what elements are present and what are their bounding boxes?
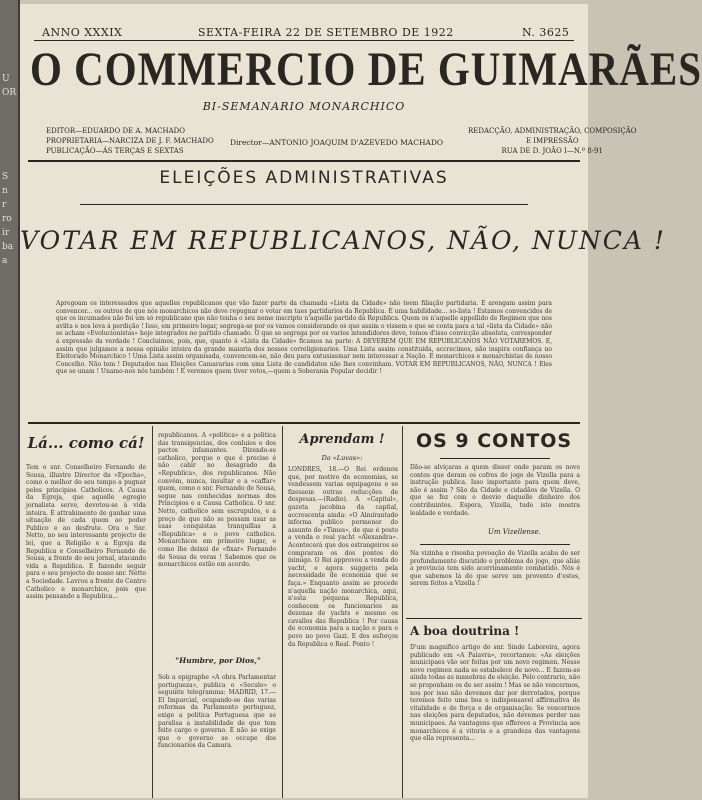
col3-intro: Da «Luvas»:	[321, 454, 363, 462]
col2-body-1: republicanos. A «politica» e a politica das transigencias, dos conluios e dos pactos infamantes. Dizendo-se catholico, porque o que é preciso é não cahir no desagrado da «Republica», dos republicanos. Não convém, nunca, insultar e a «caffar» quem, como o snr. Fernando de Sousa, segue nas conhecidas normas dos Principios e a Causa Catholica. O snr. Netto, catholico sem escrupulos, e a preço de que não se possam usar as suas conquistas tranquillas a «Republica» e o povo catholico. Monarchicos em primeiro lugar, e como lhe deixei de «fixar» Fernando de Sousa de veras ! Sabemos que os monarchicos estão em acordo.	[158, 432, 276, 569]
masthead-rule	[28, 160, 580, 162]
staff-left	[46, 126, 214, 156]
margin-fragment: n	[2, 186, 8, 196]
heading-rule	[80, 204, 528, 205]
margin-fragment: ir	[2, 228, 10, 238]
margin-fragment: OR	[2, 88, 17, 98]
col3-title: Aprendam !	[299, 432, 385, 447]
margin-fragment: r	[2, 200, 7, 210]
publication-line: PUBLICAÇÃO—ÁS TERÇAS E SEXTAS	[46, 147, 184, 155]
margin-fragment: ba	[2, 242, 14, 252]
address-line: RUA DE D. JOÃO I—N.º 8-91	[501, 147, 603, 155]
owner-line: PROPRIETARIA—NARCIZA DE J. F. MACHADO	[46, 137, 214, 145]
col4-signature: Um Vizellense.	[488, 528, 541, 536]
col4-body-1: Dão-se alvíçaras a quem disser onde param os nove contos que deram os cofres do jogo de Vizella para a instrução publica. Isso importante para quem deve, não é assim ? São da Cidade e cidadãos de Vizella. O que se fez com o desvio daquelle dinheiro dos contribuintes. Espera, Vizella, tudo isto mostra lealdade e verdade.	[410, 464, 580, 517]
issue-number: N. 3625	[522, 26, 570, 39]
col4-body-2: Na vizinha e risonha povoação de Vizella acaba de ser profundamente discutido o problema do jogo, que aliás a provincia tem sido acerrimamente combatido. Nós é que sabemos lá do que serve um provento d'estes, serem feitos a Vizella !	[410, 550, 580, 588]
lead-slogan: VOTAR EM REPUBLICANOS, NÃO, NUNCA !	[20, 226, 666, 255]
masthead-title: O COMMERCIO DE GUIMARÃES	[30, 42, 702, 96]
editor-line: EDITOR—EDUARDO DE A. MACHADO	[46, 127, 186, 135]
office-line: REDACÇÃO, ADMINISTRAÇÃO, COMPOSIÇÃO	[468, 127, 637, 135]
col1-body: Tem o snr. Conselheiro Fernando de Sousa, illustre Director da «Epocha», como o melhor do seu tempo a pugnar pelos principios Catholicos. A Causa da Egreja, que aquelle egregio jornalista serve, devotou-se à vida inteira. É attrahimento de ganhar uma situação de cada quem ao poder Publico e ao desfrute. Ora o Snr. Netto, no seu interessante projecto de lei, que a Religião e a Egreja da Republica e Conselheiro Fernando de Sousa, a frente do seu jornal, atacando vida a Republica. E fazendo seguir para o seu projecto do nosso snr. Netto a Sociedade. Lavrou a frente do Centro Catholico e monarchico, pois que assim pensando a Republica...	[26, 464, 146, 601]
section-rule	[28, 422, 580, 424]
newspaper-page	[20, 4, 702, 798]
issue-year: ANNO XXXIX	[42, 26, 123, 39]
col4-title: OS 9 CONTOS	[415, 430, 573, 452]
column-divider	[152, 426, 153, 798]
lead-article-body: Apregoam os interessados que aquelles republicanos que vão fazer parte da chamada «Lista da Cidade» não teem filiação partidaria. E arengam assim para convencer... os outros de que nós monarchicos não deve repugnar o votar em taes partidarios da Republica. É uma habilidade... so-lista ! Estamos convencidos de que os incumados não foi um só republicano que não tenha o seu nome inscripto n'aquelle partido da Republica. Quem os n'aquelle appellido de Regimen que nos avilta e nos leva á perdição ! Isso, em primeiro logar, segrega-se por os vamos considerando os que assim o vissem e que se conta para a tal «lista da Cidade» não se acham «Evolucionistas» hoje integrados no partido chamado. O que se segrega por os varios intendidores deve, temos d'isso convicção absoluta, corresponder á expressão da verdade ! Concluimos, pois, que, quanto á «Lista da Cidade» ficamos na parte: A DEVEREM QUE EM REPUBLICANOS NÃO VOTAREMOS. E, assim que julgamos a nossa opinião inteira da grande maioria dos nossos correligionarios. Uma Lista assim constituida, accrecimos, não inspira confiança no Eleitorado Monarchico ! Uma Lista assim organisada, convencem-se, não deu para entusiasmar nem interessar a Nação. E monarchicos e monarchistas de nosso Concelho. Não tem ! Deputados nas Eleições Camararias com uma Lista de candidatos não lhes convinham. VOTAR EM REPUBLICANOS, NÃO, NUNCA ! Eles que se unam ! Unamo-nos nós também ! E veremos quem tiver votos,—quem a Soberania Popular decidir !	[56, 300, 552, 376]
issue-date: SEXTA-FEIRA 22 DE SETEMBRO DE 1922	[198, 26, 454, 39]
col4-rule	[406, 618, 582, 619]
col2-body-2: Sob a epigraphe «A obra Parlamentar portugueza», publica o «Seculo» o seguinte telegramma: MADRID, 17.—El Imparcial, ocupando-se das varias reformas da Parlamento portuguez, exige a politica Portuguesa que se paralisa a instabilidade de que tem feito cargo o governo. E não se exige que o governo se occupe dos funcionarios da Camara.	[158, 674, 276, 750]
binding-margin	[0, 0, 20, 800]
col2-subheading: "Humbre, por Dios,"	[175, 656, 261, 665]
masthead-subtitle: BI-SEMANARIO MONARCHICO	[202, 100, 406, 113]
director-line: Director—ANTONIO JOAQUIM D'AZEVEDO MACHADO	[230, 138, 444, 147]
col4-title-rule	[440, 458, 550, 459]
column-divider	[282, 426, 283, 798]
margin-fragment: U	[2, 74, 10, 84]
col3-body: LONDRES, 18.—O Rei ordenou que, por motivo de economias, se vendessem varias equipagens e se fizessem outras reducções de despesas.—(Radio). A «Capital», gazeta jacobina da capital, accrescenta ainda: «O Almirantado informa publico pormenor do assunto de «Times», de que é posto a venda o real yacht «Alexandra». Acontecerá que dos estrangeiros se compraram os dos pontos do inimigo. O Rei approvou a venda do yacht, e agora suggeriu pela necessidade de economia que se faça.» Enquanto assim se procede n'aquella nação monarchica, aqui, n'esta pequena Republica, conhecem os funcionarios as dezenas de yachts e mesmo os cavallos das Republica ! Por causa de economia para a nação e para o povo no povo Gazi. E dos esforços da Republica o Real. Ponto !	[288, 466, 398, 648]
col1-title: Lá... como cá!	[27, 434, 145, 452]
margin-fragment: a	[2, 256, 8, 266]
col4-body-3: D'um magnifico artigo do snr. Sinde Laboreira, agora publicado em «A Palavra», recortamos: «As eleições municipaes vão ser feitas por um novo regimen. Nesse novo regimen nada se estabelece de novo... E fazem-se ainda todas as manobras de eleição. Pelo contrario, não se proponham os de ser assim ! Mas se não vencermos, nos por isso não devemos dar por derrotados, porque teremos feito uma boa e indispensavel affirmativa de vitalidade e de força e de organisação. Se vencermos nas eleições para deputados, não devemos perder nas municipaes. As vantagens que offerece a Provincia aos monarchicos é a vitoria e a grandeza das vantagens que ella representa...	[410, 644, 580, 743]
lead-heading: ELEIÇÕES ADMINISTRATIVAS	[159, 168, 449, 188]
margin-fragment: ro	[2, 214, 12, 224]
margin-fragment: S	[2, 172, 9, 182]
col4-subheading: A boa doutrina !	[410, 624, 520, 638]
staff-right	[468, 126, 637, 156]
printing-line: E IMPRESSÃO	[525, 137, 579, 145]
col4-rule	[420, 544, 570, 545]
column-divider	[402, 426, 403, 798]
